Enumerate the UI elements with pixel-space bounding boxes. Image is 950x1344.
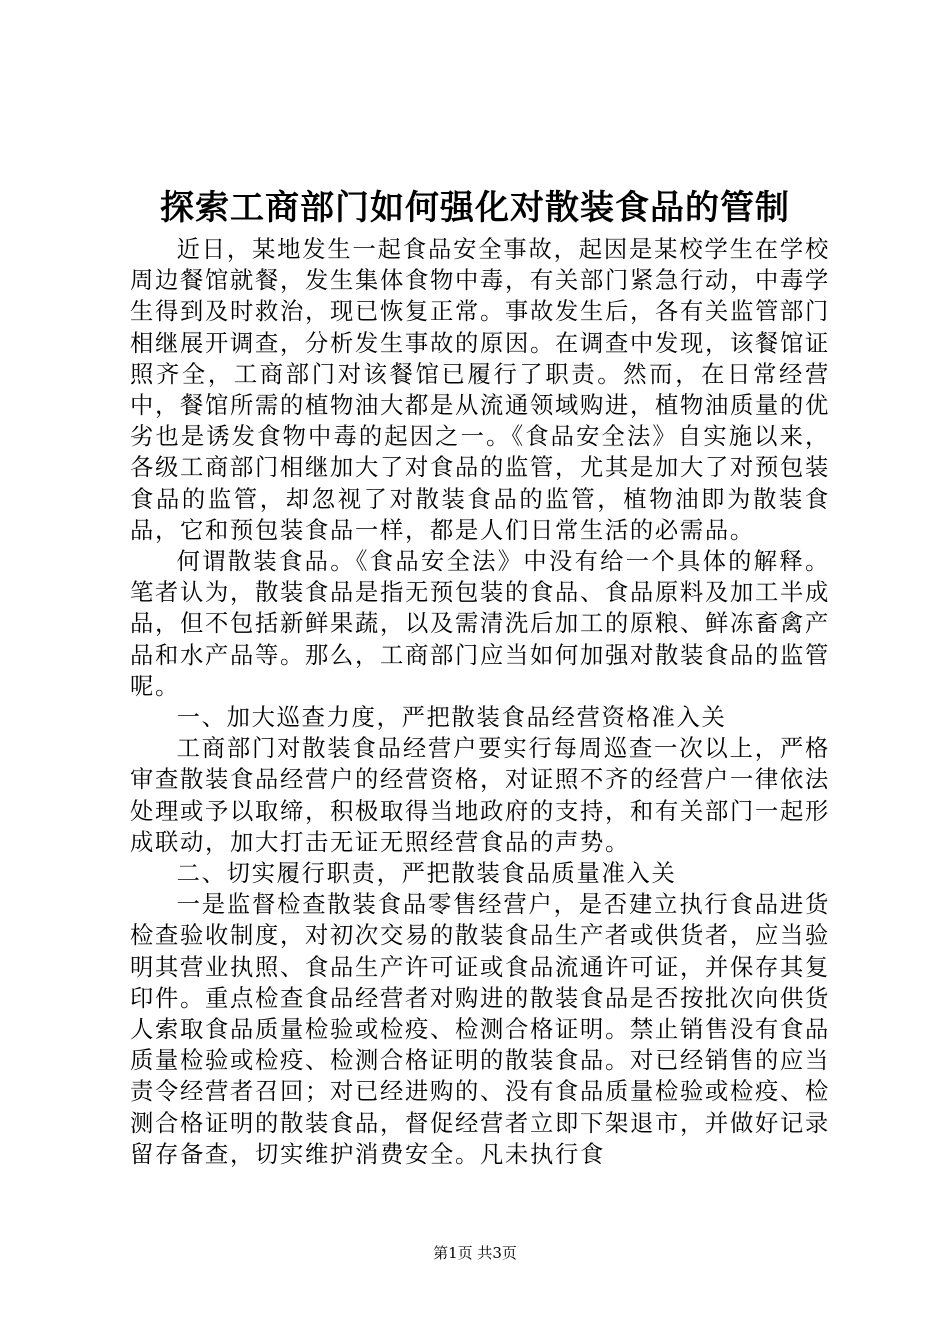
paragraph-definition: 何谓散装食品。《食品安全法》中没有给一个具体的解释。笔者认为，散装食品是指无预包装的食品、食品原料及加工半成品，但不包括新鲜果蔬，以及需清洗后加工的原粮、鲜冻畜禽产品和水产品等。那么，工商部门应当如何加强对散装食品的监管呢。	[130, 548, 830, 700]
section-heading-2: 二、切实履行职责，严把散装食品质量准入关	[176, 860, 677, 888]
section-heading-1: 一、加大巡查力度，严把散装食品经营资格准入关	[176, 704, 727, 732]
paragraph-section-2: 一是监督检查散装食品零售经营户，是否建立执行食品进货检查验收制度，对初次交易的散装食品生产者或供货者，应当验明其营业执照、食品生产许可证或食品流通许可证，并保存其复印件。重点检查食品经营者对购进的散装食品是否按批次向供货人索取食品质量检验或检疫、检测合格证明。禁止销售没有食品质量检验或检疫、检测合格证明的散装食品。对已经销售的应当责令经营者召回；对已经进购的、没有食品质量检验或检疫、检测合格证明的散装食品，督促经营者立即下架退市，并做好记录留存备查，切实维护消费安全。凡未执行食	[130, 891, 830, 1168]
document-title: 探索工商部门如何强化对散装食品的管制	[160, 188, 790, 228]
paragraph-section-1: 工商部门对散装食品经营户要实行每周巡查一次以上，严格审查散装食品经营户的经营资格，对证照不齐的经营户一律依法处理或予以取缔，积极取得当地政府的支持，和有关部门一起形成联动，加大打击无证无照经营食品的声势。	[130, 735, 830, 856]
document-body	[130, 234, 830, 1170]
paragraph-intro: 近日，某地发生一起食品安全事故，起因是某校学生在学校周边餐馆就餐，发生集体食物中毒，有关部门紧急行动，中毒学生得到及时救治，现已恢复正常。事故发生后，各有关监管部门相继展开调查，分析发生事故的原因。在调查中发现，该餐馆证照齐全，工商部门对该餐馆已履行了职责。然而，在日常经营中，餐馆所需的植物油大都是从流通领域购进，植物油质量的优劣也是诱发食物中毒的起因之一。《食品安全法》自实施以来，各级工商部门相继加大了对食品的监管，尤其是加大了对预包装食品的监管，却忽视了对散装食品的监管，植物油即为散装食品，它和预包装食品一样，都是人们日常生活的必需品。	[130, 236, 830, 544]
page-footer: 第1页 共3页	[433, 1244, 517, 1262]
